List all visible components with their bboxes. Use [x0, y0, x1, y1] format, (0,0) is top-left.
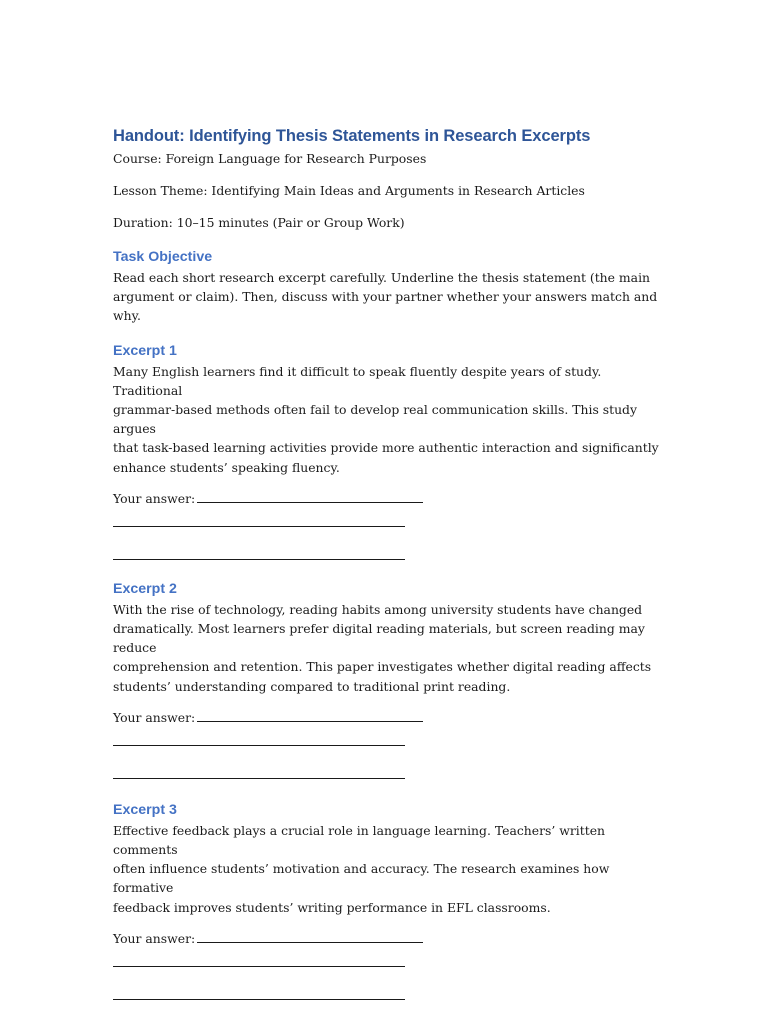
excerpt-1-heading: Excerpt 1: [113, 342, 177, 359]
answer-blank-line[interactable]: [113, 526, 405, 527]
excerpt-1-text: [113, 362, 673, 477]
answer-label: Your answer:: [113, 930, 196, 946]
excerpt-line: students’ understanding compared to traditional print reading.: [113, 678, 511, 694]
answer-blank-line[interactable]: [197, 709, 423, 722]
answer-blank-line[interactable]: [113, 559, 405, 560]
excerpt-3-section: [113, 799, 673, 1000]
task-objective-heading: Task Objective: [113, 249, 213, 265]
duration-line: Duration: 10–15 minutes (Pair or Group Work): [113, 215, 405, 230]
excerpt-line: that task-based learning activities provide more authentic interaction and significantly: [113, 440, 659, 456]
handout-page: [113, 124, 673, 1000]
answer-label: Your answer:: [113, 490, 196, 506]
answer-row: [113, 708, 673, 727]
page-title: Handout: Identifying Thesis Statements in Research Excerpts: [113, 127, 591, 145]
answer-blank-line[interactable]: [197, 490, 423, 503]
excerpt-2-section: [113, 578, 673, 779]
excerpt-line: feedback improves students’ writing performance in EFL classrooms.: [113, 899, 551, 915]
answer-blank-line[interactable]: [113, 966, 405, 967]
excerpt-3-text: [113, 821, 673, 917]
objective-line: argument or claim). Then, discuss with your partner whether your answers match and why.: [113, 289, 658, 324]
answer-label: Your answer:: [113, 709, 196, 725]
excerpt-line: With the rise of technology, reading habits among university students have changed: [113, 601, 643, 617]
lesson-theme-line: Lesson Theme: Identifying Main Ideas and Arguments in Research Articles: [113, 183, 585, 198]
excerpt-line: Many English learners find it difficult to speak fluently despite years of study. Traditional: [113, 363, 602, 398]
excerpt-1-section: [113, 340, 673, 560]
excerpt-3-heading: Excerpt 3: [113, 801, 177, 818]
course-line: Course: Foreign Language for Research Purposes: [113, 151, 427, 166]
task-objective-text: [113, 268, 673, 326]
excerpt-line: dramatically. Most learners prefer digital reading materials, but screen reading may reduce: [113, 621, 645, 656]
objective-line: Read each short research excerpt carefully. Underline the thesis statement (the main: [113, 270, 651, 285]
excerpt-line: comprehension and retention. This paper investigates whether digital reading affects: [113, 659, 652, 675]
excerpt-2-text: [113, 600, 673, 696]
answer-blank-line[interactable]: [113, 778, 405, 779]
answer-blank-line[interactable]: [113, 745, 405, 746]
excerpt-line: often influence students’ motivation and accuracy. The research examines how formative: [113, 861, 610, 896]
excerpt-2-heading: Excerpt 2: [113, 580, 177, 597]
answer-row: [113, 929, 673, 948]
answer-blank-line[interactable]: [113, 999, 405, 1000]
excerpt-line: enhance students’ speaking fluency.: [113, 459, 340, 475]
excerpt-line: grammar-based methods often fail to develop real communication skills. This study argues: [113, 402, 637, 437]
answer-row: [113, 489, 673, 508]
answer-blank-line[interactable]: [197, 930, 423, 943]
excerpt-line: Effective feedback plays a crucial role in language learning. Teachers’ written comments: [113, 822, 606, 858]
